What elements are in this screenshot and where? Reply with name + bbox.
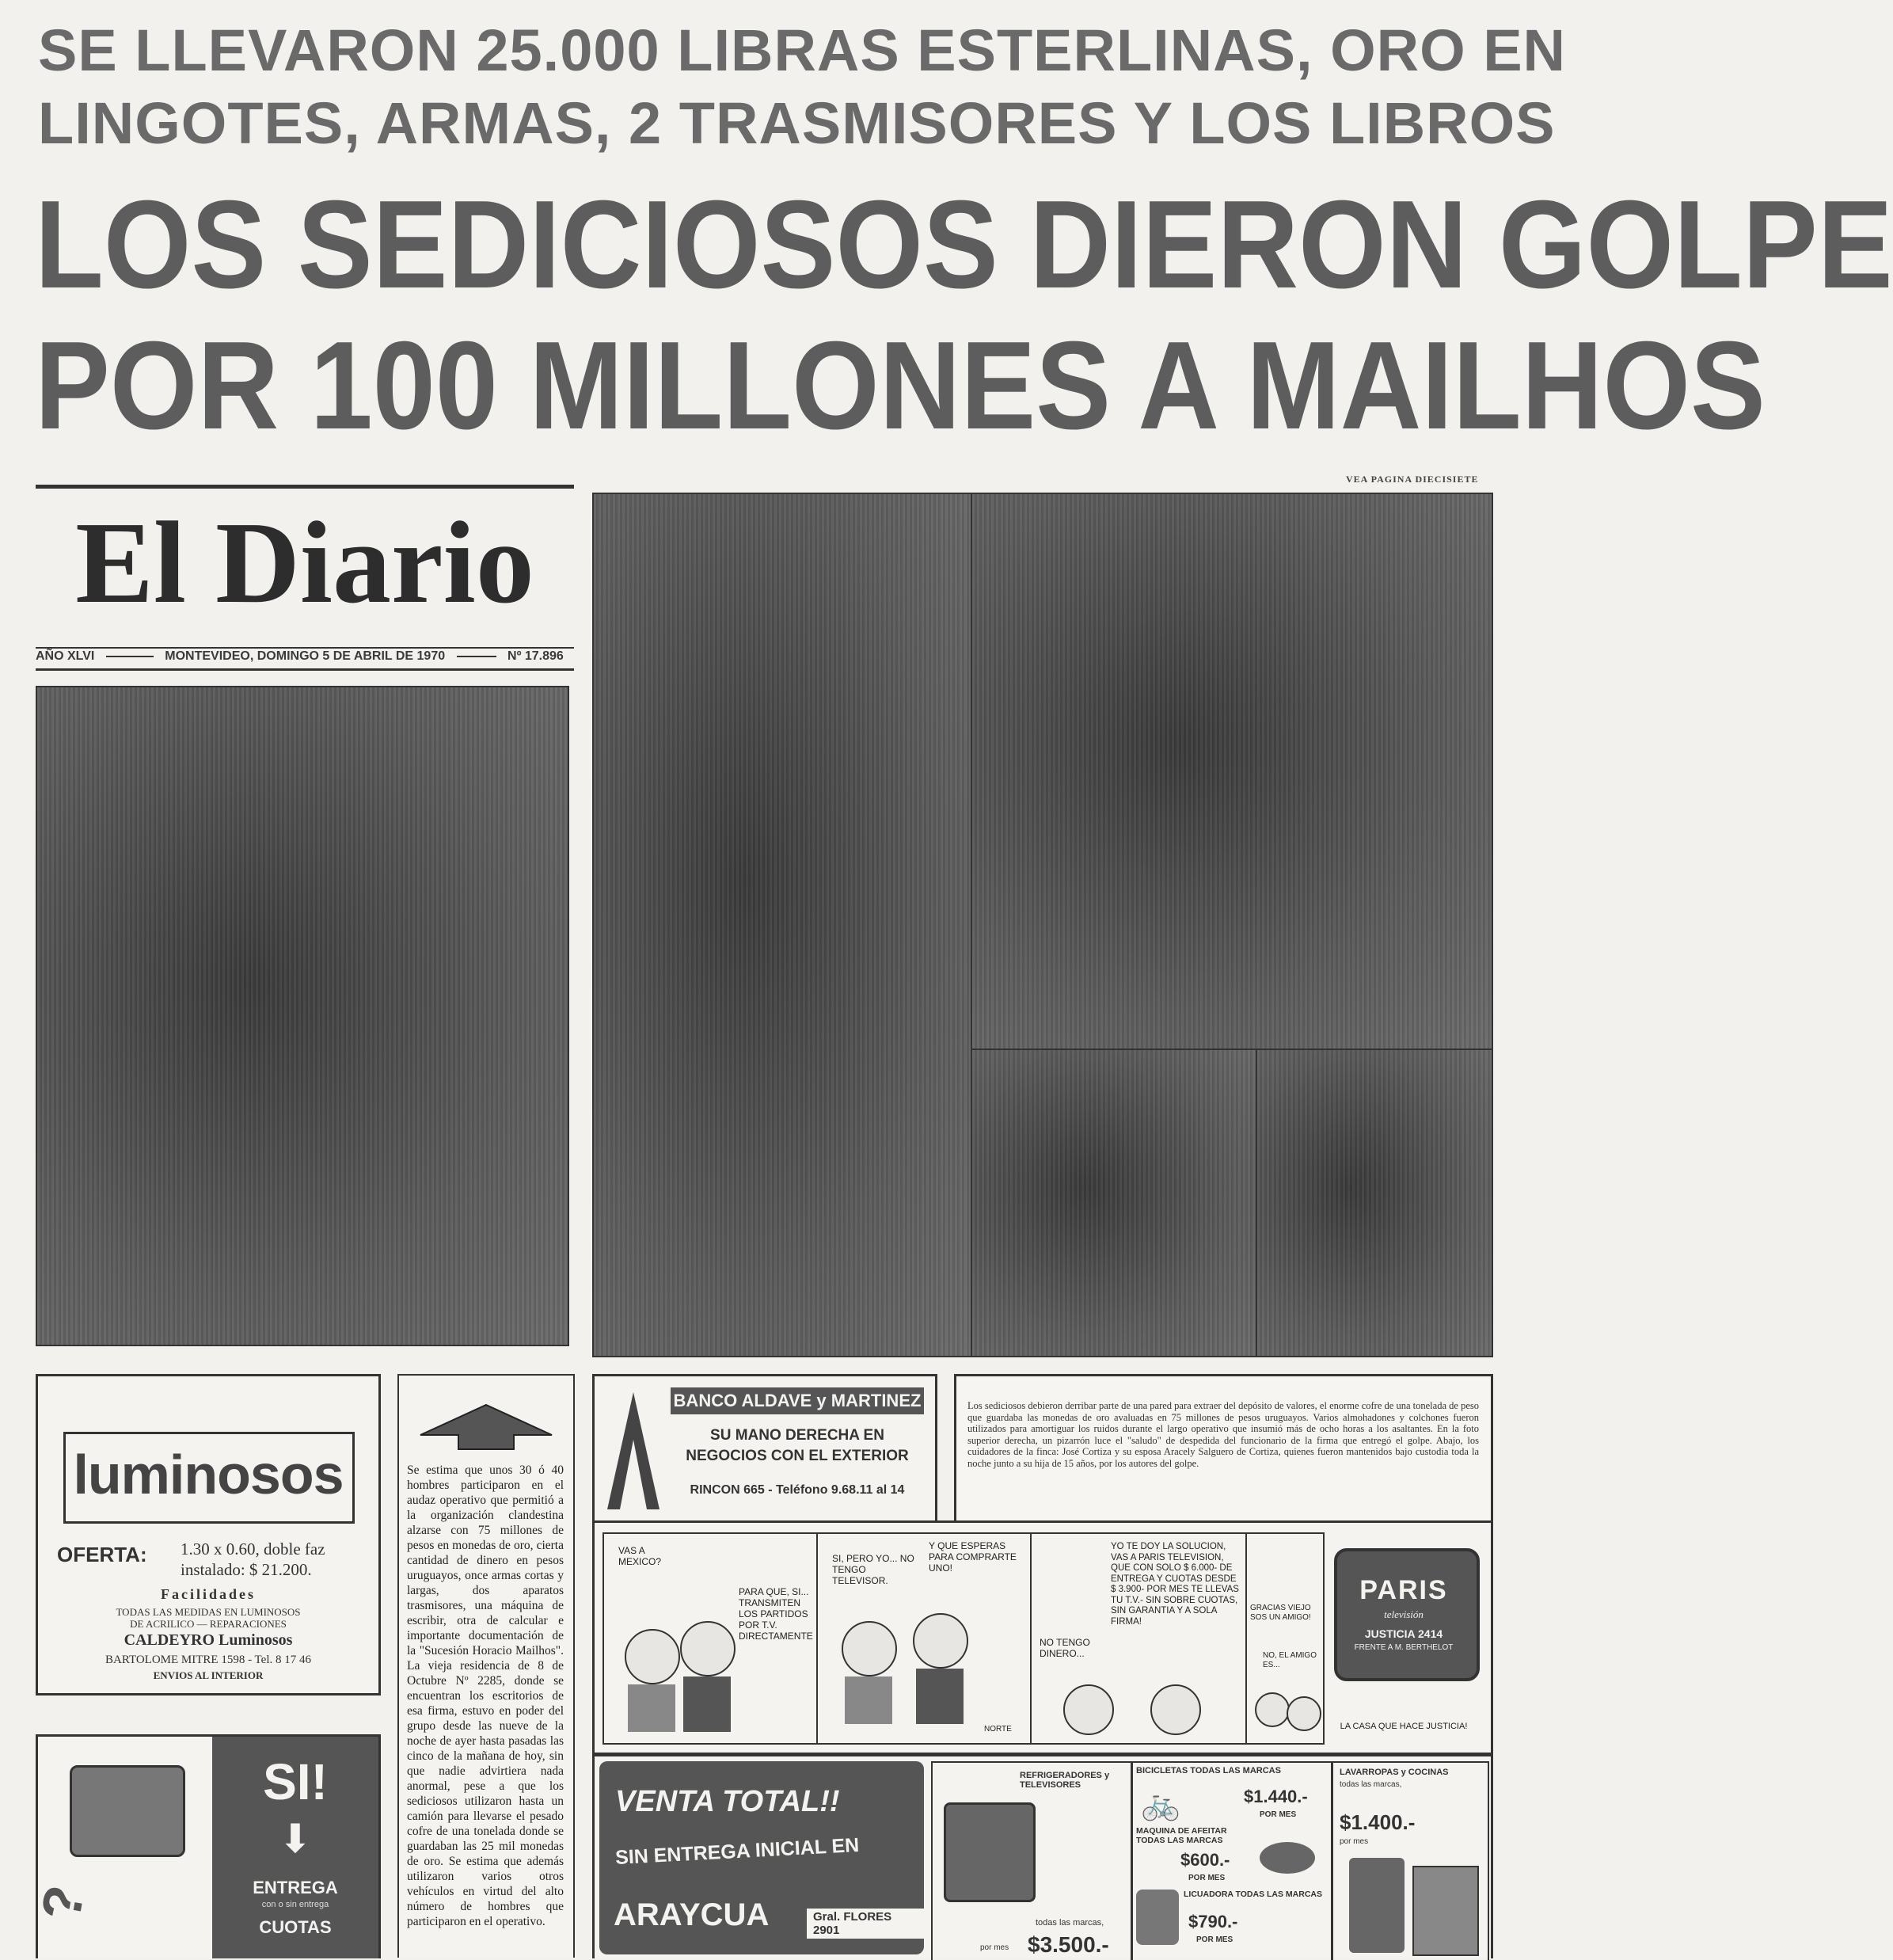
blender-icon (1136, 1890, 1179, 1945)
ad-luminosos-company: CALDEYRO Luminosos (124, 1631, 293, 1649)
ad-luminosos-facilidades: Facilidades (160, 1586, 256, 1602)
ad-banco-address: RINCON 665 - Teléfono 9.68.11 al 14 (690, 1483, 905, 1497)
tv-brand: PARIS (1359, 1575, 1448, 1605)
cartoon-body-icon (916, 1669, 964, 1724)
tv-slogan: LA CASA QUE HACE JUSTICIA! (1340, 1722, 1468, 1731)
ad-si-cuotas (29, 1734, 381, 1958)
cartoon-panel-4 (1245, 1532, 1325, 1745)
ad-luminosos-title: luminosos (73, 1444, 344, 1505)
ad-si-cuotas-label: CUOTAS (259, 1917, 332, 1937)
edition-number: Nº 17.896 (507, 649, 564, 663)
cartoon-face-icon (842, 1621, 897, 1676)
edition-year: AÑO XLVI (36, 649, 95, 663)
tv-address: JUSTICIA 2414 (1364, 1627, 1443, 1640)
razor-icon (1260, 1842, 1315, 1874)
arrow-down-icon: ⬇ (279, 1817, 312, 1861)
overline (38, 14, 1566, 160)
araycua-lava: LAVARROPAS y COCINAS (1340, 1768, 1449, 1777)
araycua-por-mes4: POR MES (1196, 1935, 1233, 1944)
araycua-por-mes3: POR MES (1188, 1874, 1226, 1882)
tv-address2: FRENTE A M. BERTHELOT (1354, 1643, 1454, 1652)
araycua-refri: REFRIGERADORES y TELEVISORES (1020, 1771, 1110, 1790)
cartoon-body-icon (628, 1684, 675, 1732)
ad-luminosos-shipping: ENVIOS AL INTERIOR (153, 1669, 264, 1681)
araycua-price-lava: $1.400.- (1340, 1810, 1416, 1834)
cartoon-face-icon (625, 1629, 680, 1684)
araycua-bici: BICICLETAS TODAS LAS MARCAS (1136, 1766, 1281, 1775)
tv-sub: televisión (1384, 1608, 1424, 1620)
television-icon (944, 1802, 1036, 1902)
arrow-up-icon (419, 1403, 553, 1451)
ad-si-big: SI! (263, 1753, 328, 1810)
question-mark-icon: ? (29, 1881, 97, 1925)
washing-machine-icon (1349, 1858, 1405, 1953)
araycua-afeitar: MAQUINA DE AFEITAR TODAS LAS MARCAS (1136, 1826, 1227, 1845)
cartoon-face-icon (1063, 1684, 1114, 1735)
araycua-brand: ARAYCUA (614, 1897, 770, 1932)
ad-si-panel (212, 1737, 378, 1958)
headline-line-1: LOS SEDICIOSOS DIERON GOLPE (35, 175, 1893, 314)
cartoon-p1-speech-a: VAS A MEXICO? (618, 1545, 662, 1567)
ad-si-sub: con o sin entrega (261, 1900, 329, 1909)
bicycle-icon: 🚲 (1141, 1787, 1180, 1821)
araycua-price1: $3.500.- (1028, 1932, 1109, 1957)
ad-banco-name: BANCO ALDAVE y MARTINEZ (671, 1387, 924, 1414)
photo-lower-right-man (1256, 1049, 1493, 1357)
cartoon-p4-speech-a: GRACIAS VIEJO SOS UN AMIGO! (1250, 1604, 1311, 1622)
article-text: Se estima que unos 30 ó 40 hombres participaron en el audaz operativo que permitió a la organización clandestina alzarse con 75 millones de pesos en monedas de oro, cierta cantidad de dinero en pesos uruguayos, once armas cortas y largas, dos aparatos trasmisores, una máquina de escribir, otra de calcular e importante documentación de la "Sucesión Horacio Mailhos". La vieja residencia de 8 de Octubre Nº 2285, donde se encuentran los escritorios de esa firma, estuvo en poder del grupo desde las nueve de la noche de ayer hasta pasadas las cinco de la mañana de hoy, sin que nadie advirtiera nada anormal, pese a que los sediciosos utilizaron hasta un camión para llevarse el pesado cofre de una tonelada donde se guardaban las 25 mil monedas de oro. Se estima que además utilizaron varios otros vehículos en virtud del alto número de hombres que participaron en el operativo. (407, 1463, 564, 1928)
ad-banco-slogan1: SU MANO DERECHA EN (710, 1427, 884, 1444)
araycua-line1: VENTA TOTAL!! (615, 1785, 840, 1818)
article-column (397, 1374, 575, 1958)
cartoon-p2-speech-a: SI, PERO YO... NO TENGO TELEVISOR. (832, 1553, 914, 1586)
cartoon-body-icon (683, 1676, 731, 1732)
headline-line-2: POR 100 MILLONES A MAILHOS (35, 316, 1766, 455)
stove-icon (1412, 1866, 1479, 1956)
araycua-price-bici: $1.440.- (1244, 1787, 1308, 1806)
cartoon-panel-1 (602, 1532, 818, 1745)
edition-date: MONTEVIDEO, DOMINGO 5 DE ABRIL DE 1970 (165, 649, 446, 663)
araycua-lava-box (1332, 1761, 1489, 1960)
photo-upper-right (971, 493, 1493, 1052)
edition-line (36, 649, 574, 671)
cartoon-p2-speech-b: Y QUE ESPERAS PARA COMPRARTE UNO! (929, 1540, 1017, 1574)
ad-banco (592, 1374, 937, 1537)
cartoon-face-icon (1255, 1692, 1290, 1727)
tv-set-icon (70, 1765, 185, 1857)
araycua-price-licuadora: $790.- (1188, 1912, 1238, 1931)
paris-tv-logo (1325, 1532, 1483, 1741)
cartoon-panel-3 (1030, 1532, 1247, 1745)
cartoon-p3-speech-b: NO TENGO DINERO... (1040, 1637, 1090, 1659)
cartoon-p4-speech-b: NO, EL AMIGO ES... (1263, 1651, 1317, 1669)
ad-luminosos-price: instalado: $ 21.200. (181, 1560, 312, 1579)
ad-luminosos-offer-label: OFERTA: (57, 1543, 147, 1566)
araycua-banner (599, 1761, 924, 1954)
cartoon-body-icon (845, 1676, 892, 1724)
ad-luminosos-line2: DE ACRILICO — REPARACIONES (130, 1618, 287, 1630)
cartoon-signature: NORTE (984, 1725, 1012, 1734)
cartoon-p3-speech-a: YO TE DOY LA SOLUCION, VAS A PARIS TELEVISION, QUE CON SOLO $ 6.000- DE ENTREGA Y CUOTAS DESDE $ 3.900- POR MES TE LLEVAS TU T.V.- SIN SOBRE CUOTAS, SIN GARANTIA Y A SOLA FIRMA! (1111, 1542, 1239, 1627)
araycua-licuadora: LICUADORA TODAS LAS MARCAS (1184, 1890, 1322, 1899)
bank-logo-icon (606, 1392, 661, 1511)
araycua-por-mes1: por mes (980, 1943, 1009, 1952)
cartoon-face-icon (913, 1613, 968, 1669)
ad-araycua (592, 1754, 1493, 1958)
araycua-por-mes2: POR MES (1260, 1810, 1297, 1819)
araycua-todas: todas las marcas, (1036, 1918, 1104, 1928)
ad-si-entrega: ENTREGA (253, 1878, 338, 1897)
cartoon-face-icon (680, 1621, 736, 1676)
photo-caption (954, 1374, 1493, 1537)
ad-banco-slogan2: NEGOCIOS CON EL EXTERIOR (686, 1448, 909, 1464)
araycua-por-mes5: por mes (1340, 1837, 1369, 1846)
araycua-address: Gral. FLORES 2901 (807, 1909, 924, 1939)
cartoon-face-icon (1150, 1684, 1201, 1735)
ad-luminosos-address: BARTOLOME MITRE 1598 - Tel. 8 17 46 (105, 1654, 311, 1666)
ad-paris-cartoon (592, 1520, 1493, 1755)
araycua-misc-box (1131, 1761, 1332, 1960)
ad-luminosos-size: 1.30 x 0.60, doble faz (181, 1539, 325, 1558)
masthead-logo: El Diario (75, 498, 534, 628)
overline-line-1: SE LLEVARON 25.000 LIBRAS ESTERLINAS, ORO EN (38, 17, 1566, 83)
masthead (36, 485, 574, 649)
see-page-note: VEA PAGINA DIECISIETE (1346, 474, 1479, 485)
araycua-line2: SIN ENTREGA INICIAL EN (614, 1833, 860, 1870)
cartoon-face-icon (1287, 1696, 1321, 1731)
caption-text: Los sediciosos debieron derribar parte de una pared para extraer del depósito de valores, el enorme cofre de una tonelada de peso que guardaba las monedas de oro avaluadas en 75 millones de pesos uruguayos. Varios almohadones y colchones fueron utilizados para amortiguar los ruidos durante el largo operativo que insumió más de ocho horas a los asaltantes. En la foto superior derecha, un pizarrón luce el "saludo" de despedida del funcionario de la firma que entregó el golpe. Abajo, los cuidadores de la finca: José Cortiza y su esposa Aracely Salguero de Cortiza, quienes fueron mantenidos bajo custodia toda la noche junto a su hija de 15 años, por los autores del golpe. (967, 1400, 1479, 1469)
photo-center (592, 493, 974, 1357)
ad-luminosos (36, 1374, 381, 1695)
araycua-refri-box (931, 1761, 1132, 1960)
ad-luminosos-line1: TODAS LAS MEDIDAS EN LUMINOSOS (116, 1606, 301, 1618)
cartoon-panel-2 (816, 1532, 1032, 1745)
headline (35, 174, 1893, 456)
cartoon-p1-speech-b: PARA QUE, SI... TRANSMITEN LOS PARTIDOS POR T.V. DIRECTAMENTE (739, 1586, 813, 1642)
photo-lower-right-woman (971, 1049, 1259, 1357)
araycua-lava-sub: todas las marcas, (1340, 1780, 1402, 1789)
araycua-price-afeitar: $600.- (1180, 1850, 1230, 1870)
overline-line-2: LINGOTES, ARMAS, 2 TRASMISORES Y LOS LIBROS (38, 90, 1556, 156)
photo-left (36, 686, 569, 1346)
